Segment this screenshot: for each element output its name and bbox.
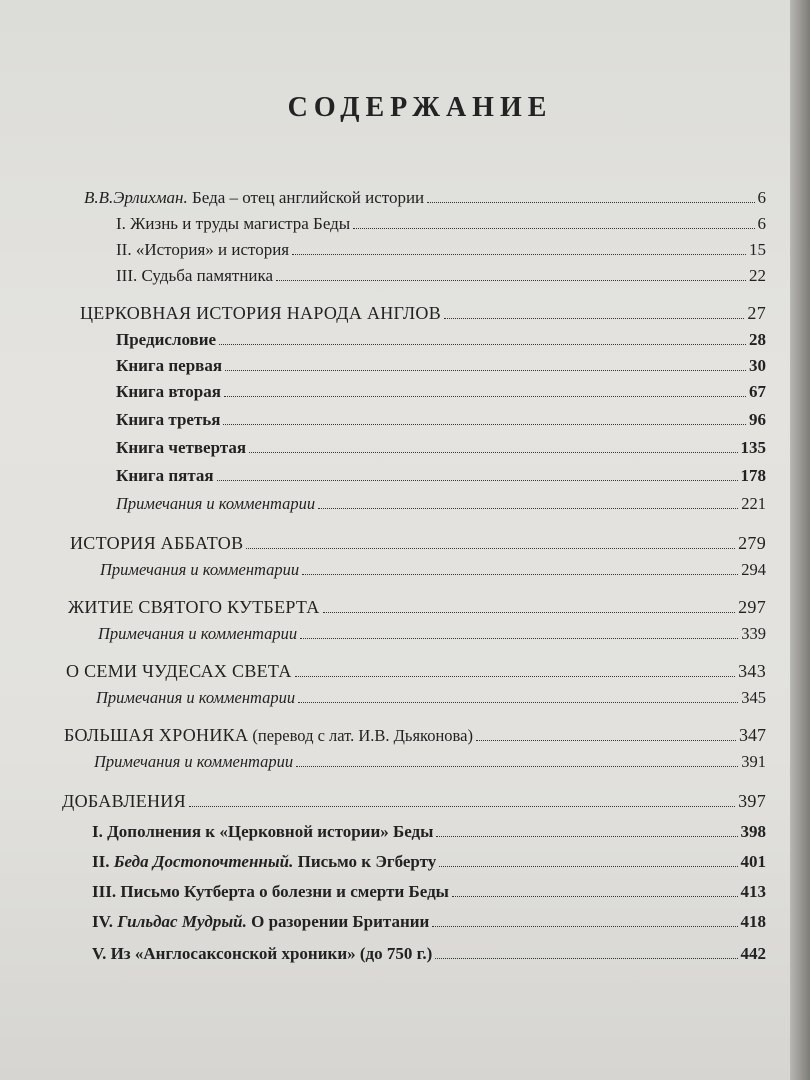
toc-entry-notes — [100, 554, 766, 580]
entry-page: 398 — [740, 822, 766, 841]
leader-dots — [452, 896, 738, 897]
entry-author: Гильдас Мудрый. — [117, 912, 247, 931]
entry-page: 27 — [747, 303, 766, 323]
toc-entry — [92, 876, 766, 902]
leader-dots — [432, 926, 737, 927]
toc-entry-notes — [94, 746, 766, 772]
entry-page: 30 — [749, 356, 766, 375]
toc-entry-intro — [84, 182, 766, 208]
leader-dots — [189, 806, 735, 807]
toc-entry — [116, 260, 766, 286]
entry-page: 397 — [738, 791, 766, 811]
toc-entry — [116, 234, 766, 260]
leader-dots — [276, 280, 746, 281]
leader-dots — [225, 370, 746, 371]
section-title: О СЕМИ ЧУДЕСАХ СВЕТА — [66, 661, 292, 681]
leader-dots — [427, 202, 754, 203]
entry-page: 6 — [757, 188, 766, 207]
entry-page: 418 — [740, 912, 766, 931]
toc-entry — [116, 350, 766, 376]
toc-entry-notes — [116, 488, 766, 514]
leader-dots — [435, 958, 737, 959]
entry-page: 442 — [740, 944, 766, 963]
entry-title: III. Судьба памятника — [116, 266, 274, 285]
entry-page: 28 — [749, 330, 766, 349]
entry-title: Беда – отец английской истории — [187, 188, 425, 207]
toc-section — [80, 298, 766, 324]
entry-title: Примечания и комментарии — [96, 688, 296, 707]
toc-entry — [92, 816, 766, 842]
toc-entry — [116, 324, 766, 350]
toc-entry-notes — [98, 618, 766, 644]
section-title: ЦЕРКОВНАЯ ИСТОРИЯ НАРОДА АНГЛОВ — [80, 303, 442, 323]
leader-dots — [217, 480, 738, 481]
entry-page: 339 — [741, 624, 766, 643]
toc-entry — [92, 846, 766, 872]
leader-dots — [476, 740, 736, 741]
section-title: ЖИТИЕ СВЯТОГО КУТБЕРТА — [68, 597, 320, 617]
leader-dots — [295, 676, 735, 677]
leader-dots — [224, 396, 746, 397]
entry-title: Примечания и комментарии — [116, 494, 316, 513]
entry-title: II. «История» и история — [116, 240, 290, 259]
entry-page: 345 — [741, 688, 766, 707]
leader-dots — [223, 424, 746, 425]
entry-title: V. Из «Англосаксонской хроники» (до 750 г.) — [92, 944, 433, 963]
entry-title: Примечания и комментарии — [98, 624, 298, 643]
entry-page: 297 — [738, 597, 766, 617]
toc-entry — [116, 460, 766, 486]
leader-dots — [436, 836, 737, 837]
leader-dots — [249, 452, 737, 453]
toc-entry-notes — [96, 682, 766, 708]
page-edge — [790, 0, 810, 1080]
entry-author: Беда Достопочтенный. — [113, 852, 294, 871]
entry-title: Книга третья — [116, 410, 221, 429]
entry-prefix: IV. — [92, 912, 118, 931]
entry-title: III. Письмо Кутберта о болезни и смерти Беды — [92, 882, 449, 901]
entry-prefix: II. — [92, 852, 114, 871]
leader-dots — [300, 638, 738, 639]
entry-author: В.В.Эрлихман. — [84, 188, 188, 207]
leader-dots — [292, 254, 746, 255]
entry-title: О разорении Британии — [246, 912, 430, 931]
entry-title: Примечания и комментарии — [94, 752, 294, 771]
toc-section — [66, 656, 766, 682]
toc-section — [70, 528, 766, 554]
entry-page: 135 — [740, 438, 766, 457]
section-title: ИСТОРИЯ АББАТОВ — [70, 533, 244, 553]
entry-title: Книга вторая — [116, 382, 221, 401]
entry-title: I. Жизнь и труды магистра Беды — [116, 214, 351, 233]
leader-dots — [298, 702, 738, 703]
entry-page: 294 — [741, 560, 766, 579]
entry-page: 67 — [749, 382, 766, 401]
leader-dots — [323, 612, 735, 613]
entry-title: Примечания и комментарии — [100, 560, 300, 579]
entry-page: 22 — [749, 266, 766, 285]
entry-title: Книга пятая — [116, 466, 214, 485]
entry-page: 279 — [738, 533, 766, 553]
toc-entry — [92, 906, 766, 932]
toc-section — [68, 592, 766, 618]
leader-dots — [246, 548, 735, 549]
leader-dots — [318, 508, 738, 509]
entry-title: Письмо к Эгберту — [293, 852, 437, 871]
section-title: ДОБАВЛЕНИЯ — [62, 791, 186, 811]
toc-entry — [116, 404, 766, 430]
entry-page: 15 — [749, 240, 766, 259]
toc-section — [64, 720, 766, 746]
leader-dots — [353, 228, 754, 229]
page-title: СОДЕРЖАНИЕ — [287, 92, 553, 123]
entry-page: 343 — [738, 661, 766, 681]
entry-page: 347 — [739, 725, 766, 745]
entry-title: Книга четвертая — [116, 438, 247, 457]
toc-entry — [116, 432, 766, 458]
entry-title: Книга первая — [116, 356, 223, 375]
entry-page: 178 — [740, 466, 766, 485]
entry-page: 413 — [740, 882, 766, 901]
leader-dots — [439, 866, 737, 867]
leader-dots — [302, 574, 738, 575]
leader-dots — [219, 344, 746, 345]
entry-title: I. Дополнения к «Церковной истории» Беды — [92, 822, 434, 841]
entry-page: 96 — [749, 410, 766, 429]
entry-page: 401 — [740, 852, 766, 871]
toc-section — [62, 786, 766, 812]
leader-dots — [444, 318, 744, 319]
toc-entry — [116, 376, 766, 402]
section-title: БОЛЬШАЯ ХРОНИКА — [64, 725, 249, 745]
leader-dots — [296, 766, 738, 767]
entry-page: 6 — [757, 214, 766, 233]
section-note: (перевод с лат. И.В. Дьяконова) — [248, 726, 473, 745]
toc-entry — [116, 208, 766, 234]
entry-page: 391 — [741, 752, 766, 771]
entry-page: 221 — [741, 494, 766, 513]
entry-title: Предисловие — [116, 330, 217, 349]
toc-entry — [92, 938, 766, 964]
